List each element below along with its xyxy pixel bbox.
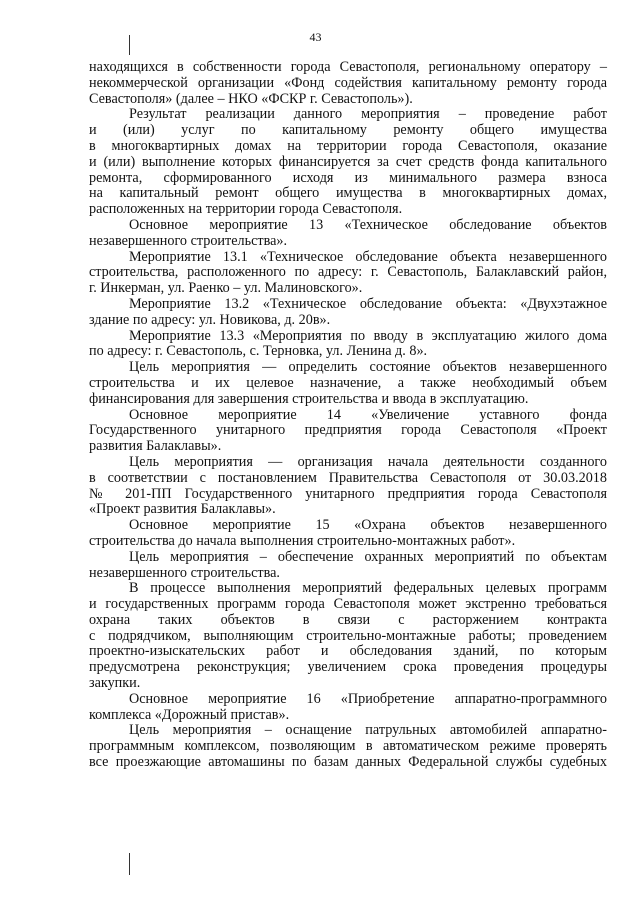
text-line: В процессе выполнения мероприятий федеральных целевых программ	[129, 580, 607, 597]
text-line: в многоквартирных домах на территории города Севастополя, оказание	[89, 137, 607, 154]
page-number: 43	[309, 30, 322, 44]
text-line: Государственного унитарного предприятия города Севастополя «Проект	[89, 422, 607, 439]
margin-mark	[129, 853, 130, 875]
text-line: и (или) выполнение которых финансируется за счет средств фонда капитального	[89, 153, 607, 170]
text-line: расположенных на территории города Севастополя.	[89, 201, 403, 218]
text-line: Основное мероприятие 15 «Охрана объектов незавершенного	[129, 517, 607, 534]
text-line: все проезжающие автомашины по базам данных Федеральной службы судебных	[89, 754, 607, 771]
text-line: ремонта, сформированного исходя из минимального размера взноса	[89, 169, 607, 186]
text-line: и государственных программ города Севастополя может экстренно требоваться	[89, 596, 607, 613]
text-line: г. Инкерман, ул. Раенко – ул. Малиновского».	[89, 280, 363, 297]
text-line: Основное мероприятие 14 «Увеличение уставного фонда	[129, 406, 607, 423]
text-line: Мероприятие 13.1 «Техническое обследование объекта незавершенного	[129, 248, 607, 265]
text-line: Мероприятие 13.3 «Мероприятия по вводу в эксплуатацию жилого дома	[129, 327, 607, 344]
text-line: закупки.	[89, 675, 141, 692]
text-line: Мероприятие 13.2 «Техническое обследование объекта: «Двухэтажное	[129, 295, 607, 312]
document-body	[89, 60, 607, 771]
text-line: с подрядчиком, выполняющим строительно-монтажные работы; проведением	[89, 627, 607, 644]
text-line: Результат реализации данного мероприятия – проведение работ	[129, 106, 607, 123]
text-line: финансирования для завершения строительства и ввода в эксплуатацию.	[89, 390, 529, 407]
text-line: Цель мероприятия — определить состояние объектов незавершенного	[129, 359, 607, 376]
text-line: «Проект развития Балаклавы».	[89, 501, 276, 518]
text-line: по адресу: г. Севастополь, с. Терновка, ул. Ленина д. 8».	[89, 343, 428, 360]
text-line: Цель мероприятия — организация начала деятельности созданного	[129, 453, 607, 470]
text-line: незавершенного строительства.	[89, 564, 280, 581]
text-line: проектно-изыскательских работ и обследования зданий, по которым	[89, 643, 607, 660]
text-line: Цель мероприятия – обеспечение охранных мероприятий по объектам	[129, 548, 607, 565]
text-line: незавершенного строительства».	[89, 232, 288, 249]
text-line: Основное мероприятие 16 «Приобретение аппаратно-программного	[129, 690, 607, 707]
text-line: комплекса «Дорожный пристав».	[89, 706, 290, 723]
text-line: здание по адресу: ул. Новикова, д. 20в».	[89, 311, 331, 328]
text-line: развития Балаклавы».	[89, 438, 222, 455]
text-line: в соответствии с постановлением Правительства Севастополя от 30.03.2018	[89, 469, 607, 486]
text-line: охрана таких объектов в связи с расторжением контракта	[89, 611, 607, 628]
text-line: на капитальный ремонт общего имущества в многоквартирных домах,	[89, 185, 607, 202]
text-line: Основное мероприятие 13 «Техническое обследование объектов	[129, 216, 607, 233]
text-line: программным комплексом, позволяющим в автоматическом режиме проверять	[89, 738, 607, 755]
text-line: строительства и их целевое назначение, а также необходимый объем	[89, 374, 607, 391]
text-line: строительства до начала выполнения строительно-монтажных работ».	[89, 532, 516, 549]
text-line: предусмотрена реконструкция; увеличением срока проведения процедуры	[89, 659, 607, 676]
text-line: находящихся в собственности города Севастополя, региональному оператору –	[89, 59, 607, 75]
text-line: строительства, расположенного по адресу: г. Севастополь, Балаклавский район,	[89, 264, 607, 281]
text-line: № 201-ПП Государственного унитарного предприятия города Севастополя	[89, 485, 607, 502]
text-line: Цель мероприятия – оснащение патрульных автомобилей аппаратно-	[129, 722, 607, 739]
text-line: Севастополя» (далее – НКО «ФСКР г. Севастополь»).	[89, 90, 413, 107]
margin-mark	[129, 35, 130, 55]
text-line: и (или) услуг по капитальному ремонту общего имущества	[89, 122, 607, 139]
text-line: некоммерческой организации «Фонд содействия капитальному ремонту города	[89, 74, 607, 91]
